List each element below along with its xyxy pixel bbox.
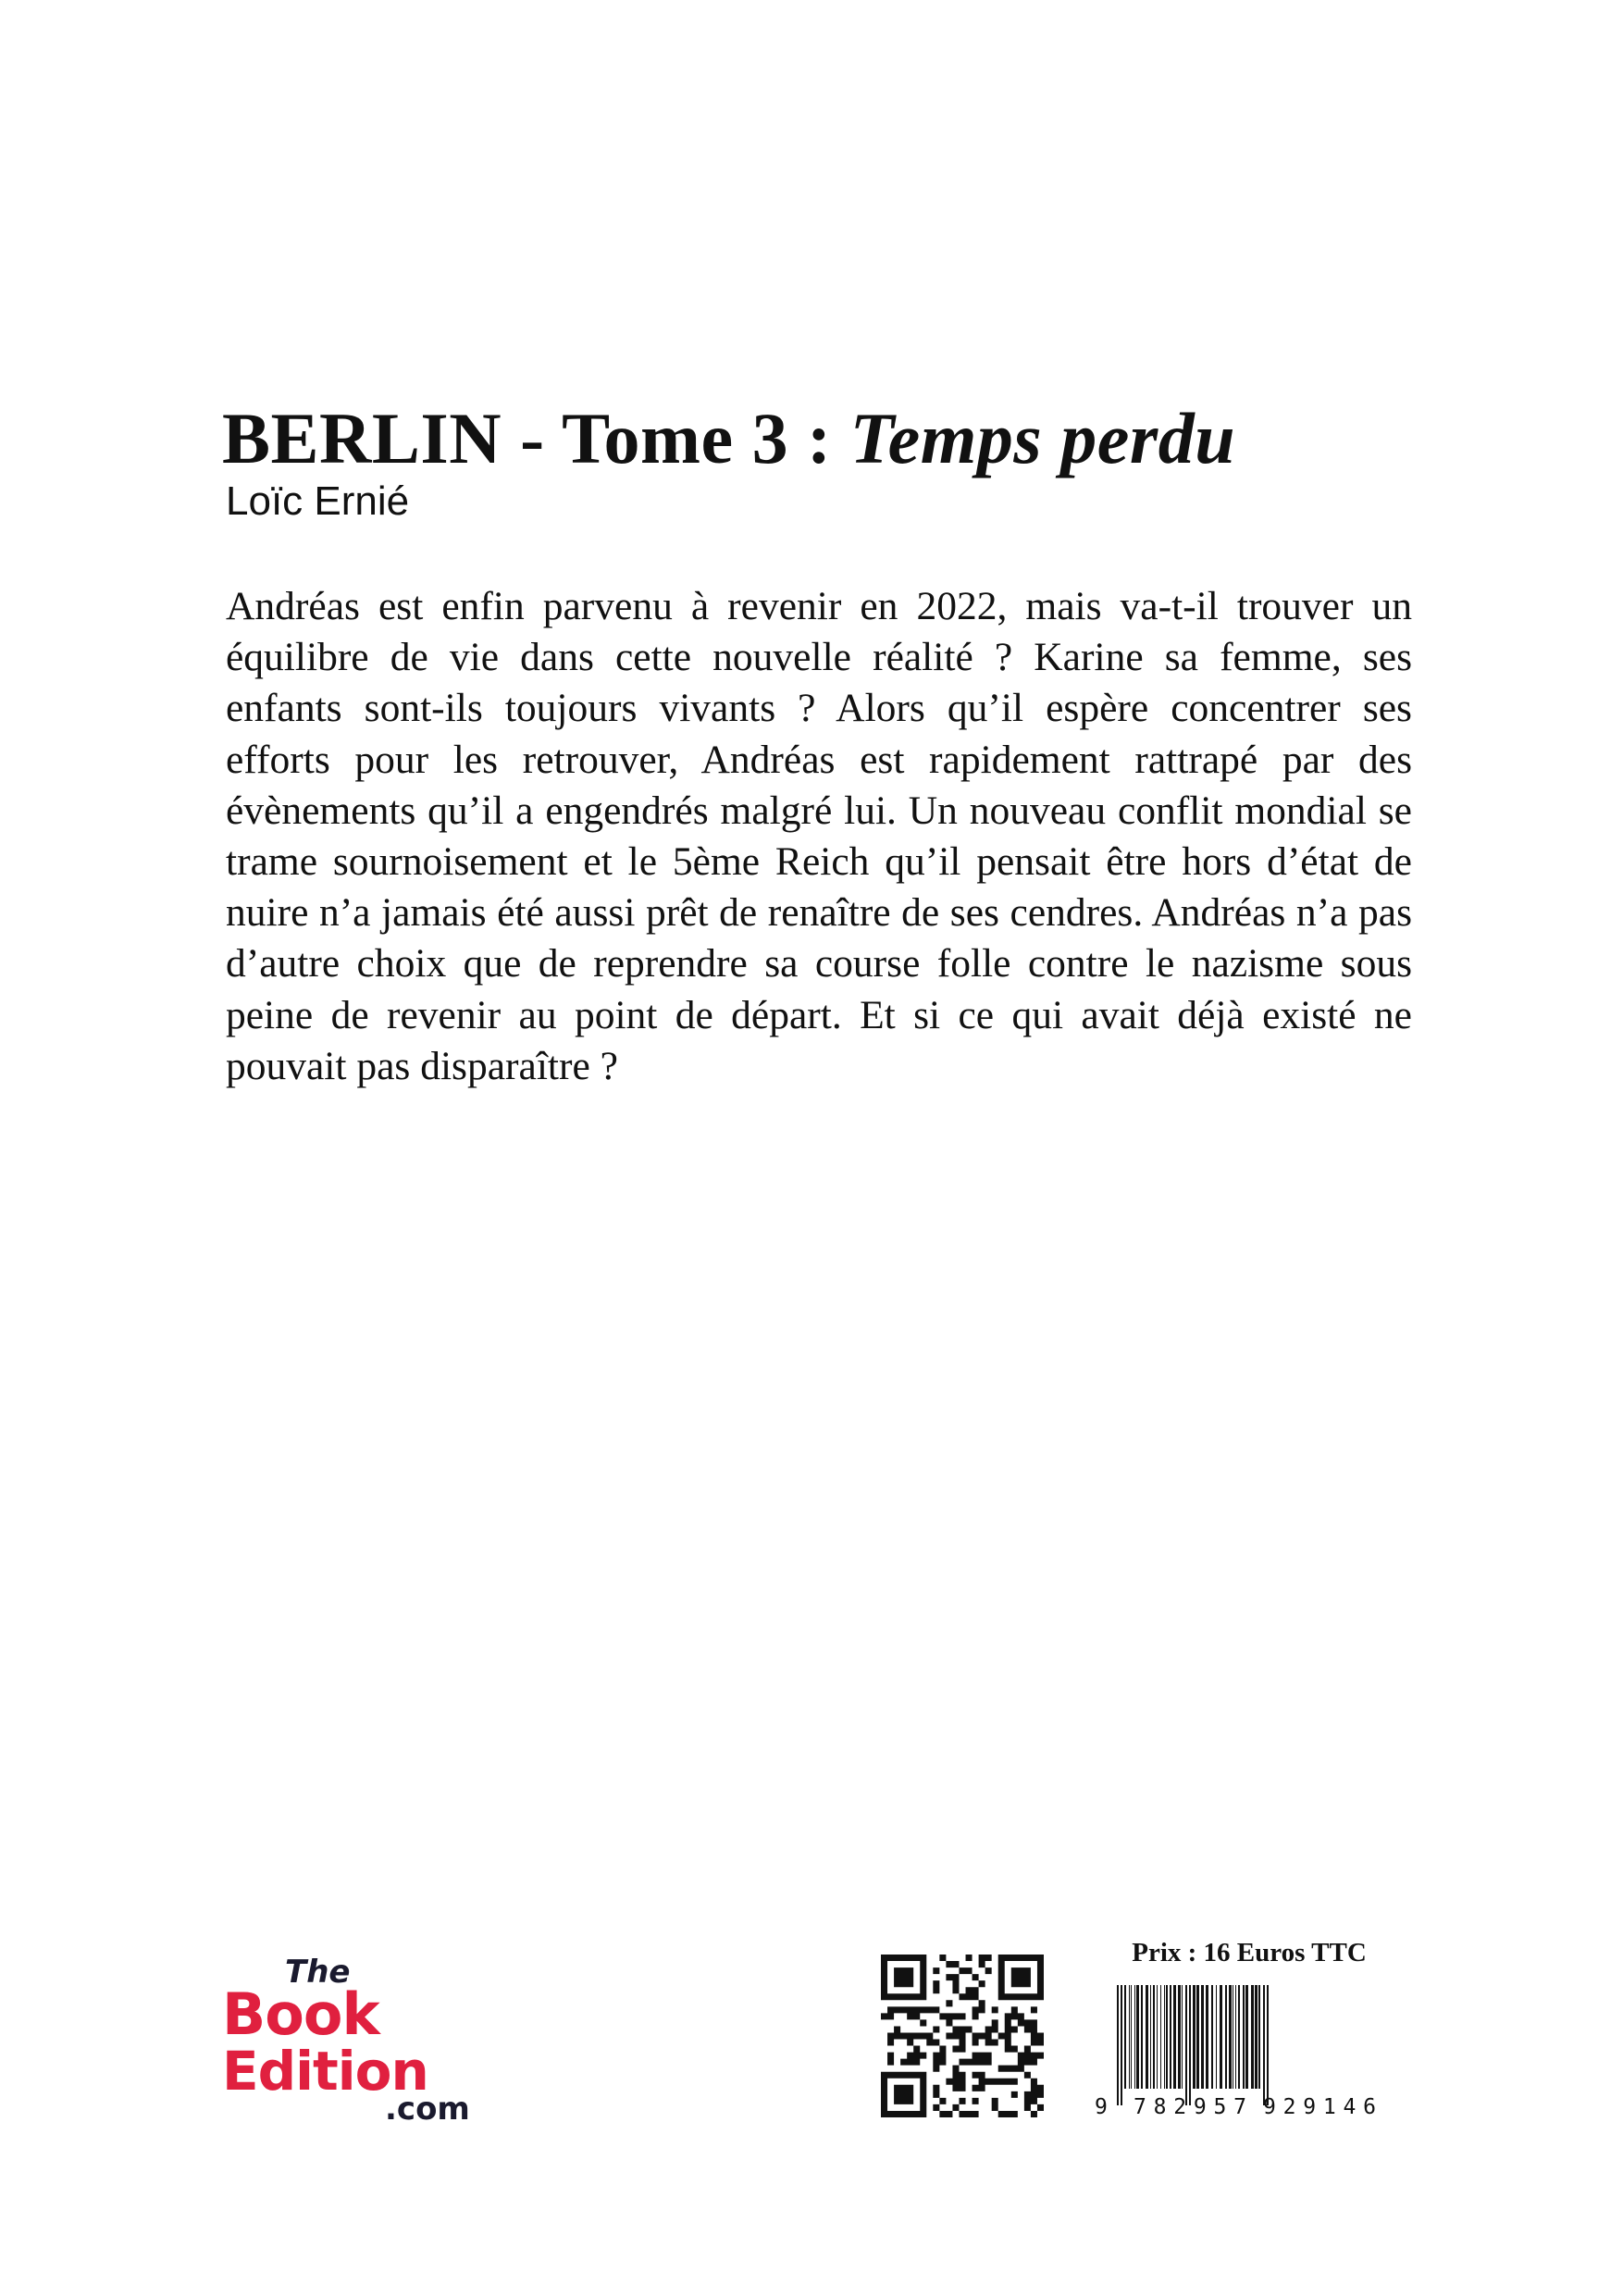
barcode-bar	[1255, 1985, 1258, 2089]
barcode-bar	[1225, 1985, 1227, 2089]
barcode-bar	[1206, 1985, 1208, 2089]
barcode-bar	[1153, 1985, 1155, 2089]
barcode-bar	[1166, 1985, 1168, 2089]
barcode-bar	[1182, 1985, 1183, 2089]
price-amount: 16	[1203, 1938, 1231, 1967]
barcode-bar	[1173, 1985, 1176, 2089]
logo-book: Book	[222, 1980, 379, 2048]
barcode-bar	[1211, 1985, 1213, 2089]
barcode-bar	[1141, 1985, 1143, 2089]
barcode-bar	[1170, 1985, 1171, 2089]
barcode-bar	[1157, 1985, 1158, 2089]
barcode-bar	[1216, 1985, 1217, 2089]
barcode-bar	[1267, 1985, 1269, 2105]
logo-edition: Edition	[222, 2040, 428, 2103]
barcode-bar	[1251, 1985, 1254, 2089]
logo-the: The	[285, 1954, 351, 1991]
barcode-bar	[1220, 1985, 1222, 2089]
barcode-bar	[1129, 1985, 1130, 2089]
barcode-bar	[1196, 1985, 1199, 2089]
barcode-bar	[1243, 1985, 1245, 2089]
feather-icon	[427, 2047, 440, 2092]
barcode-bar	[1164, 1985, 1165, 2089]
barcode-bar	[1124, 1985, 1126, 2089]
barcode-bar	[1189, 1985, 1191, 2105]
book-title	[222, 398, 1236, 478]
publisher-logo	[222, 1951, 527, 2127]
barcode-bar	[1178, 1985, 1181, 2089]
barcode-bar	[1238, 1985, 1240, 2089]
barcode-group-2: 929146	[1263, 2095, 1376, 2116]
barcode-bar	[1131, 1985, 1132, 2089]
barcode-bar	[1235, 1985, 1236, 2089]
barcode-first-digit: 9	[1095, 2095, 1108, 2116]
author-name: Loïc Ernié	[226, 478, 410, 524]
barcode-bar	[1121, 1985, 1122, 2105]
price-label: Prix : 16 Euros TTC	[1132, 1938, 1367, 1967]
barcode-bar	[1146, 1985, 1148, 2089]
blurb-text: Andréas est enfin parvenu à revenir en 2022, mais va-t-il trouver un équilibre de vie dans cette nouvelle réalité ? Karine sa femme, ses enfants sont-ils toujours vivants ? Alors qu’il espère concentrer ses efforts pour les retrouver, Andréas est rapidement rattrapé par des évènements qu’il a engendrés malgré lui. Un nouveau conflit mondial se trame sournoisement et le 5ème Reich qu’il pensait être hors d’état de nuire n’a jamais été aussi prêt de renaître de ses cendres. Andréas n’a pas d’autre choix que de reprendre sa course folle contre le nazisme sous peine de revenir au point de départ. Et si ce qui avait déjà existé ne pouvait pas disparaître ?	[226, 584, 1412, 1088]
barcode-bar	[1185, 1985, 1187, 2105]
barcode-bar	[1136, 1985, 1139, 2089]
isbn-barcode	[1093, 1985, 1400, 2116]
barcode-group-1: 782957	[1134, 2095, 1246, 2116]
logo-dotcom: .com	[385, 2091, 470, 2127]
barcode-bar	[1117, 1985, 1119, 2105]
title-subtitle: Temps perdu	[849, 398, 1236, 478]
barcode-bar	[1160, 1985, 1161, 2089]
qr-modules	[881, 1955, 1044, 2117]
barcode-bar	[1245, 1985, 1248, 2089]
barcode-bar	[1193, 1985, 1196, 2089]
barcode-bar	[1263, 1985, 1265, 2105]
barcode-bar	[1134, 1985, 1135, 2089]
barcode-bar	[1201, 1985, 1204, 2089]
barcode-bar	[1258, 1985, 1260, 2089]
barcode-bar	[1150, 1985, 1151, 2089]
barcode-bar	[1229, 1985, 1232, 2089]
qr-code	[881, 1955, 1044, 2117]
title-main: BERLIN - Tome 3 :	[222, 398, 850, 478]
